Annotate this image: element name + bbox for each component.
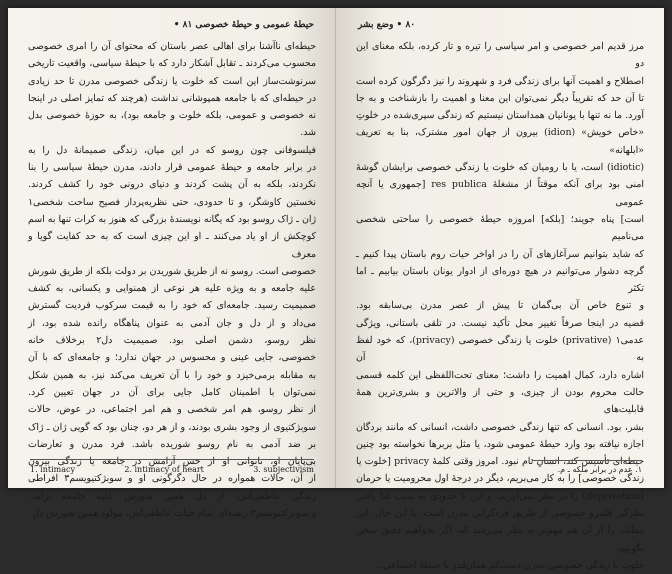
text-line: تا آن حد که تقریباً دیگر نمی‌توان این معنا و اهمیت را بازشناخت و به جا bbox=[356, 92, 644, 104]
text-line: در برابر جامعه و حیطهٔ عمومی قرار دادند، مدرن حیطهٔ سیاسی را بنا bbox=[28, 162, 316, 174]
text-line: کوچکش از او یاد می‌کنند ـ او این چیزی است که به حد کفایت گویا و معرف bbox=[28, 231, 316, 260]
text-line: صمیمیت رسید. جامعه‌ای که خود را به قیمت سرکوب فردیت گسترش bbox=[28, 300, 316, 312]
text-line: نخستین کاوشگر، و تا حدودی، حتی نظریه‌پرداز فصیح ساحت شخصی۱ bbox=[28, 196, 316, 208]
right-page bbox=[336, 8, 664, 571]
text-line: خصوصی، جایی عینی و محسوس در جهان ندارد؛ و جامعه‌ای که با آن bbox=[28, 352, 316, 364]
text-line: اجازه نیافته بود وارد حیطهٔ عمومی شود، یا مثل بربرها نخواسته بود چنین bbox=[356, 438, 644, 450]
body-text bbox=[28, 38, 316, 522]
text-line: مطلب را از آن هم مهم‌تر به نظر می‌رسد که، اگر بخواهیم دقیق سخن بگوییم، bbox=[356, 525, 644, 554]
text-line: حیطه‌ای تأسیس کند، انسانِ تام نبود. امروز وقتی کلمهٔ privacy [خلوت یا bbox=[356, 456, 644, 468]
text-line: عدمی۱ (privative) خلوت یا زندگی خصوصی (privacy)، که خود لفظ به آن bbox=[356, 335, 644, 364]
page-header bbox=[358, 20, 642, 30]
text-line: ژان ـ ژاک روسو بود که یگانه نویسندهٔ بزرگی که هنوز به کرات تنها به اسم bbox=[28, 213, 316, 225]
text-line: فیلسوفانی چون روسو که در این میان، زندگی صمیمانهٔ دل را به bbox=[28, 144, 316, 156]
text-line: حیطه‌ای ناآشنا برای اهالی عصر باستان که محتوای آن را امری خصوصی bbox=[28, 41, 316, 52]
text-line: می‌داد و از دل و جان آدمی به عنوان پناهگاه رانده شده بود، از bbox=[28, 317, 316, 329]
text-line: نظرگیر قلمرو خصوصی از طریق فردگرایی مدرن است. با این حال، این bbox=[356, 508, 644, 520]
text-line: از آن، حالات همواره در حال دگرگونی او و سوبژکتیویسم۳ افراطی bbox=[28, 473, 316, 485]
body-text bbox=[356, 38, 644, 574]
footnote: ۱. عدم در برابر ملکه ـ م. bbox=[557, 465, 642, 474]
text-line: بی‌پایان او، ناتوانی او از حس آرامش در جامعه یا زندگی بیرون bbox=[28, 456, 316, 468]
text-line: به مقابله برمی‌خیزد و خود را با آن تعریف می‌کند نیز، به همین شکل bbox=[28, 369, 316, 381]
text-line: «خاص خویش» (idion) بیرون از جهان امور مشترک، بنا به تعریف «ابلهانه» bbox=[356, 127, 644, 156]
text-line: و تنوع خاص آن بی‌گمان تا پیش از عصر مدرن بی‌سابقه بود. bbox=[356, 300, 644, 312]
text-line: اصطلاح و اهمیت آنها برای زندگی فرد و شهروند را نیز دگرگون کرده است bbox=[356, 75, 644, 87]
text-line: از نظر روسو، هم امر شخصی و هم امر اجتماعی، در عوض، حالات bbox=[28, 404, 316, 416]
text-line: (idiotic) است، یا با رومیان که خلوت یا زندگی خصوصی برایشان گوشهٔ bbox=[356, 162, 644, 174]
text-line: و سوبژکتیویسم۳ ریشه‌ای تمام حیات عاطفی‌اش، مولود همین شورش دل bbox=[32, 508, 316, 520]
footnote-rule bbox=[532, 460, 642, 461]
text-line: آورد. ما نه تنها با یونانیان همداستان نیستیم که زندگی سپری‌شده در خلوتِ bbox=[356, 110, 644, 122]
left-page bbox=[8, 8, 336, 520]
text-line: علیه جامعه و به ویژه علیه هر نوعی از همنوایی و یکسانی، به کشف bbox=[28, 283, 316, 295]
text-line: اشاره دارد، کمال اهمیت را داشت؛ معنای تحت‌اللفظی این کلمه قسمی bbox=[356, 369, 644, 381]
text-line: بشر، بود. انسانی که تنها زندگی خصوصی داشت، انسانی که مانند بردگان bbox=[356, 421, 644, 433]
text-line: در حیطه‌ای که با جامعه همپوشانی نداشت (هرچند که تمایز اصلی در اینجا bbox=[28, 92, 316, 104]
text-line: حالت محروم بودن از چیزی، و حتی از والاترین و بشری‌ترین همهٔ قابلیت‌های bbox=[356, 386, 644, 416]
text-line: نکردند، بلکه به آن پشت کردند و دنیای درونی خود را کشف کردند. bbox=[28, 179, 316, 191]
footnote: 1. intimacy bbox=[30, 465, 76, 474]
text-line: قضیه در اینجا صرفاً تغییر محل تأکید نیست. در تلقی باستانی، ویژگی bbox=[356, 317, 644, 329]
footnotes bbox=[30, 459, 314, 474]
text-line: خلوت یا زندگی خصوصی مدرن دست‌کم همان‌قدر با حیطهٔ اجتماعی ـ bbox=[377, 559, 644, 571]
footnote: 3. subjectivism bbox=[253, 465, 314, 474]
text-line: نمی‌توان با اطمینان کامل جایی برای آن در جهان تعیین کرد. bbox=[28, 386, 316, 398]
footnote: 2. intimacy of heart bbox=[124, 465, 204, 474]
text-line: مرز قدیم امر خصوصی و امر سیاسی را تیره و تار کرده، بلکه معنای این دو bbox=[356, 41, 644, 70]
text-line: سرنوشت‌ساز این است که خلوت یا زندگی خصوصی مدرن تا حد زیادی bbox=[28, 75, 316, 87]
running-head: ۸۰ • وضع بشر bbox=[358, 20, 416, 30]
text-line: است] پناه جویند؛ [بلکه] امروزه حیطهٔ خصوصی را ساحتی شخصی می‌نامیم bbox=[356, 213, 644, 243]
text-line: (deprivation) را در نظر نمی‌آوریم، و این تا حدودی به سبب غنا یافتن bbox=[356, 490, 644, 502]
text-line: زندگی عاطفی‌اش، از دل همین شورش علیه جامعه برآمد. bbox=[28, 490, 316, 502]
text-line: محسوب می‌کردند ـ تقابل آشکار دارد که با حیطهٔ سیاسی، واقعیت تاریخی bbox=[28, 58, 316, 70]
book-spread bbox=[8, 8, 664, 571]
text-line: سوبژکتیوی از وجود بشری بودند، و از هر دو، چنان بود که گویی ژان ـ ژاک bbox=[28, 421, 316, 433]
text-line: بر ضد آدمی به نام روسو شوریده باشد. فرد مدرن و تعارضات bbox=[28, 438, 316, 450]
footnotes bbox=[358, 455, 642, 474]
text-line: خصوصی است. روسو نه از طریق شوریدن بر دولت بلکه از طریق شورش bbox=[28, 265, 316, 277]
text-line: گرچه دشوار می‌توانیم در هیچ دوره‌ای از ادوار یونان باستان بیابیم ـ اما تکثر bbox=[356, 265, 644, 295]
running-head: حیطهٔ عمومی و حیطهٔ خصوصی ۸۱ • bbox=[173, 20, 314, 30]
page-header bbox=[30, 20, 314, 30]
text-line: نه خصوصی و عمومی، بلکه خلوت و جامعه بود)، به حوزهٔ خصوصی بدل شد. bbox=[28, 110, 316, 139]
text-line: زندگی خصوصی] را به کار می‌بریم، دیگر در درجهٔ اول محرومیت یا حرمان bbox=[356, 473, 644, 485]
text-line: نظر روسو، دشمن اصلی بود. صمیمیت دل۲ برخلاف خانه bbox=[28, 335, 316, 347]
text-line: که شاید بتوانیم سرآغازهای آن را در اواخر حیات روم باستان پیدا کنیم ـ bbox=[356, 248, 644, 260]
text-line: امنی بود برای آنکه موقتاً از مشغلهٔ res publica [جمهوری یا آنچه عمومی bbox=[356, 179, 644, 208]
